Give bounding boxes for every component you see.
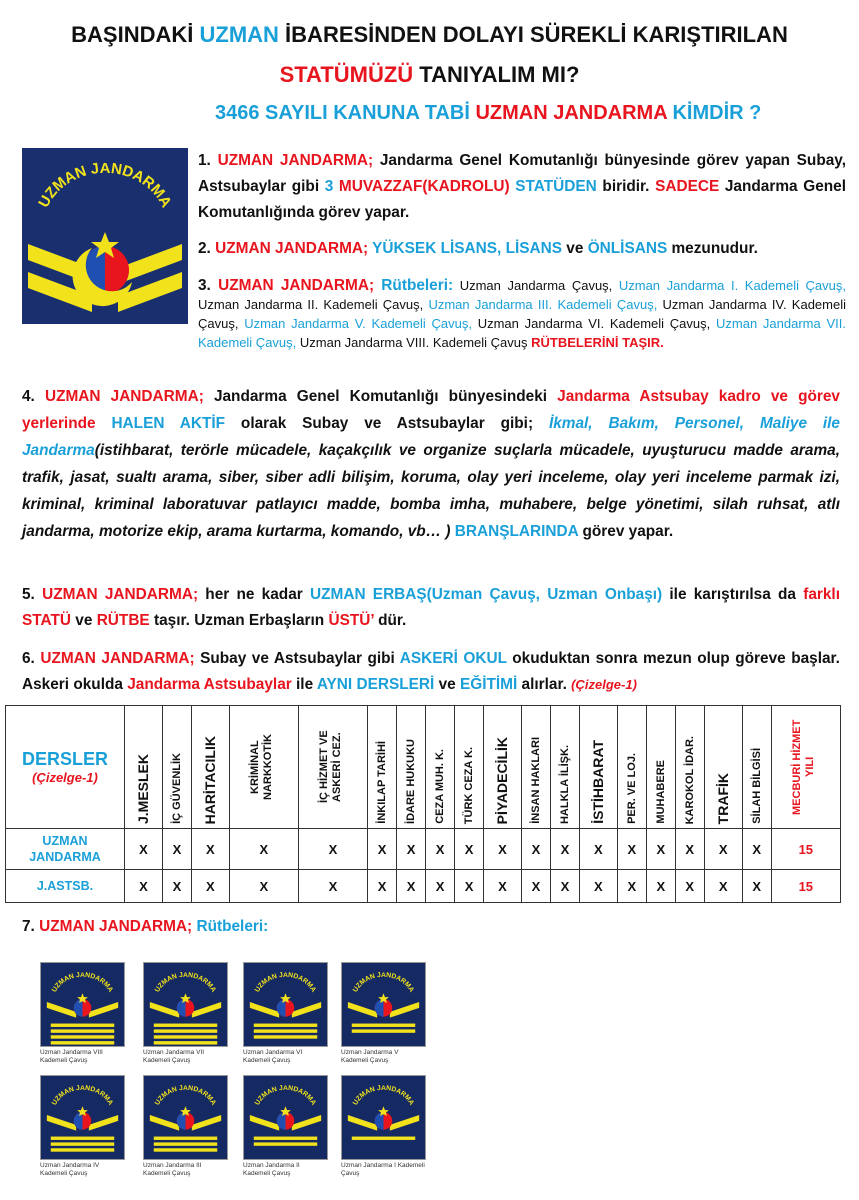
column-header-label: KRİMİNAL NARKKOTİK xyxy=(248,734,274,800)
table-cell: X xyxy=(675,870,704,903)
table-cell: X xyxy=(191,870,229,903)
badge-text: UZMAN JANDARMA xyxy=(35,159,175,211)
svg-text:UZMAN JANDARMA: UZMAN JANDARMA xyxy=(50,1084,115,1107)
rank-caption: Uzman Jandarma III Kademeli Çavuş xyxy=(143,1162,202,1177)
table-row xyxy=(6,870,841,903)
column-header-label: HALKLA İLİŞK. xyxy=(558,744,571,824)
column-header-label: İNSAN HAKLARI xyxy=(529,737,542,824)
paragraph-5: 5. UZMAN JANDARMA; her ne kadar UZMAN ERBAŞ(Uzman Çavuş, Uzman Onbaşı) ile karıştırılsa da farklı STATÜ ve RÜTBE taşır. Uzman Erbaşların ÜSTÜ’ dür. xyxy=(22,586,840,629)
table-cell: X xyxy=(617,870,646,903)
paragraph-7: 7. UZMAN JANDARMA; Rütbeleri: xyxy=(22,918,269,935)
table-cell: X xyxy=(426,829,455,870)
rank-emblem-icon xyxy=(41,963,124,1046)
table-cell: X xyxy=(646,829,675,870)
column-header-label: İNKILAP TARİHİ xyxy=(376,741,389,824)
rank-emblem-icon xyxy=(342,1076,425,1159)
rank-insignia-image xyxy=(40,962,125,1047)
rank-insignia-image xyxy=(143,1075,228,1160)
table-cell: X xyxy=(617,829,646,870)
table-cell: X xyxy=(229,829,298,870)
column-header xyxy=(521,706,550,829)
table-cell: X xyxy=(484,870,522,903)
paragraph-6: 6. UZMAN JANDARMA; Subay ve Astsubaylar gibi ASKERİ OKUL okuduktan sonra mezun olup göreve başlar. Askeri okulda Jandarma Astsubaylar ile AYNI DERSLERİ ve EĞİTİMİ alırlar. (Çizelge-1) xyxy=(22,650,840,693)
courses-table xyxy=(5,705,841,903)
rank-caption: Uzman Jandarma IV Kademeli Çavuş xyxy=(40,1162,100,1177)
column-header-label: HARİTACILIK xyxy=(202,735,219,824)
rank-emblem-icon xyxy=(342,963,425,1046)
column-header xyxy=(368,706,397,829)
table-header-row xyxy=(6,706,841,829)
table-cell: X xyxy=(397,870,426,903)
rank-badge xyxy=(143,962,228,1074)
column-header-label: MECBURİ HİZMET YILI xyxy=(790,719,816,815)
svg-text:UZMAN JANDARMA: UZMAN JANDARMA xyxy=(351,971,416,994)
column-header xyxy=(704,706,742,829)
table-cell: X xyxy=(162,829,191,870)
rank-emblem-icon xyxy=(244,963,327,1046)
column-header-label: İSTİHBARAT xyxy=(590,740,607,824)
rank-badge xyxy=(341,962,426,1074)
column-header-label: KAROKOL İDAR. xyxy=(683,735,696,824)
table-cell: X xyxy=(704,870,742,903)
table-cell: X xyxy=(704,829,742,870)
badge-emblem-icon xyxy=(22,148,188,324)
column-header xyxy=(675,706,704,829)
title-line-2 xyxy=(0,62,859,88)
rank-insignia-image xyxy=(143,962,228,1047)
column-header-label: TRAFİK xyxy=(715,772,732,824)
table-cell: X xyxy=(298,829,367,870)
table-cell: X xyxy=(550,829,579,870)
column-header xyxy=(771,706,840,829)
table-row xyxy=(6,829,841,870)
column-header xyxy=(229,706,298,829)
rank-insignia-image xyxy=(40,1075,125,1160)
title-line-1 xyxy=(0,22,859,48)
table-cell: X xyxy=(229,870,298,903)
column-header-label: TÜRK CEZA K. xyxy=(463,746,476,824)
table-cell: X xyxy=(675,829,704,870)
column-header-label: İDARE HUKUKU xyxy=(405,739,418,824)
title-highlight: UZMAN xyxy=(199,22,279,47)
table-cell: X xyxy=(368,829,397,870)
column-header-label: İÇ GÜVENLİK xyxy=(170,753,183,824)
rank-caption: Uzman Jandarma VIII Kademeli Çavuş xyxy=(40,1049,103,1064)
table-cell: X xyxy=(742,829,771,870)
rank-badge xyxy=(243,1075,328,1187)
column-header xyxy=(484,706,522,829)
subtitle-text: 3466 SAYILI KANUNA TABİ xyxy=(215,102,476,124)
title-text: TANIYALIM MI? xyxy=(413,62,580,87)
svg-text:UZMAN JANDARMA: UZMAN JANDARMA xyxy=(153,971,218,994)
rank-emblem-icon xyxy=(41,1076,124,1159)
table-cell: X xyxy=(298,870,367,903)
rank-badge xyxy=(341,1075,426,1187)
column-header-label: J.MESLEK xyxy=(135,753,152,824)
svg-text:UZMAN JANDARMA: UZMAN JANDARMA xyxy=(253,1084,318,1107)
table-cell: X xyxy=(646,870,675,903)
column-header xyxy=(742,706,771,829)
column-header xyxy=(617,706,646,829)
rank-badge xyxy=(40,1075,125,1187)
column-header xyxy=(550,706,579,829)
column-header-label: SİLAH BİLGİSİ xyxy=(750,748,763,824)
rank-caption: Uzman Jandarma VI Kademeli Çavuş xyxy=(243,1049,303,1064)
table-cell: 15 xyxy=(771,829,840,870)
uzman-jandarma-badge-image xyxy=(22,148,188,324)
rank-badge xyxy=(40,962,125,1074)
table-cell: 15 xyxy=(771,870,840,903)
svg-text:UZMAN JANDARMA: UZMAN JANDARMA xyxy=(351,1084,416,1107)
rank-caption: Uzman Jandarma V Kademeli Çavuş xyxy=(341,1049,399,1064)
column-header xyxy=(298,706,367,829)
title-text: İBARESİNDEN DOLAYI SÜREKLİ KARIŞTIRILAN xyxy=(278,22,788,47)
rank-caption: Uzman Jandarma VII Kademeli Çavuş xyxy=(143,1049,205,1064)
rank-insignia-image xyxy=(243,962,328,1047)
column-header xyxy=(397,706,426,829)
svg-text:UZMAN JANDARMA: UZMAN JANDARMA xyxy=(253,971,318,994)
subtitle xyxy=(215,102,761,125)
table-cell: X xyxy=(125,829,163,870)
row-label: UZMAN JANDARMA xyxy=(6,829,125,870)
column-header xyxy=(455,706,484,829)
table-cell: X xyxy=(455,829,484,870)
table-cell: X xyxy=(521,870,550,903)
svg-text:UZMAN JANDARMA: UZMAN JANDARMA xyxy=(153,1084,218,1107)
title-text: BAŞINDAKİ xyxy=(71,22,200,47)
table-corner-cell xyxy=(6,706,125,829)
table-cell: X xyxy=(579,870,617,903)
rank-caption: Uzman Jandarma II Kademeli Çavuş xyxy=(243,1162,300,1177)
subtitle-text: KİMDİR ? xyxy=(666,102,762,124)
table-cell: X xyxy=(191,829,229,870)
svg-text:UZMAN JANDARMA: UZMAN JANDARMA xyxy=(50,971,115,994)
column-header-label: PİYADECİLİK xyxy=(494,736,511,824)
column-header xyxy=(191,706,229,829)
rank-emblem-icon xyxy=(244,1076,327,1159)
paragraph-3: 3. UZMAN JANDARMA; Rütbeleri: Uzman Jandarma Çavuş, Uzman Jandarma I. Kademeli Çavuş, Uzman Jandarma II. Kademeli Çavuş, Uzman Jandarma III. Kademeli Çavuş, Uzman Jandarma IV. Kademeli Çavuş, Uzman Jandarma V. Kademeli Çavuş, Uzman Jandarma VI. Kademeli Çavuş, Uzman Jandarma VII. Kademeli Çavuş, Uzman Jandarma VIII. Kademeli Çavuş RÜTBELERİNİ TAŞIR. xyxy=(198,277,846,350)
rank-badge xyxy=(243,962,328,1074)
rank-emblem-icon xyxy=(144,963,227,1046)
table-cell: X xyxy=(426,870,455,903)
rank-insignia-image xyxy=(341,1075,426,1160)
rank-emblem-icon xyxy=(144,1076,227,1159)
column-header xyxy=(426,706,455,829)
table-cell: X xyxy=(742,870,771,903)
column-header-label: İÇ HİZMET VE ASKERİ CEZ. xyxy=(318,730,343,804)
svg-text:UZMAN JANDARMA xyxy=(35,160,175,211)
table-cell: X xyxy=(521,829,550,870)
table-cell: X xyxy=(125,870,163,903)
column-header xyxy=(125,706,163,829)
paragraph-2: 2. UZMAN JANDARMA; YÜKSEK LİSANS, LİSANS ve ÖNLİSANS mezunudur. xyxy=(198,240,758,257)
rank-caption: Uzman Jandarma I Kademeli Çavuş xyxy=(341,1162,425,1177)
rank-badge xyxy=(143,1075,228,1187)
rank-insignia-image xyxy=(243,1075,328,1160)
column-header-label: PER. VE LOJ. xyxy=(625,753,638,824)
table-cell: X xyxy=(162,870,191,903)
table-cell: X xyxy=(484,829,522,870)
subtitle-highlight: UZMAN JANDARMA xyxy=(475,102,667,124)
column-header xyxy=(579,706,617,829)
table-cell: X xyxy=(579,829,617,870)
table-cell: X xyxy=(550,870,579,903)
table-cell: X xyxy=(455,870,484,903)
paragraph-4: 4. UZMAN JANDARMA; Jandarma Genel Komutanlığı bünyesindeki Jandarma Astsubay kadro ve görev yerlerinde HALEN AKTİF olarak Subay ve Astsubaylar gibi; İkmal, Bakım, Personel, Maliye ile Jandarma(istihbarat, terörle mücadele, kaçakçılık ve organize suçlarla mücadele, uyuşturucu madde arama, trafik, jasat, sualtı arama, siber, siber adli bilişim, koruma, olay yeri inceleme, olay yeri inceleme parmak izi, kriminal, kriminal laboratuvar patlayıcı madde, bomba imha, muhabere, belge yönetimi, silah ruhsat, atlı jandarma, motorize ekip, arama kurtarma, komando, vb… ) BRANŞLARINDA görev yapar. xyxy=(22,388,840,540)
cizelge-label: (Çizelge-1) xyxy=(32,770,98,785)
table-cell: X xyxy=(397,829,426,870)
table-cell: X xyxy=(368,870,397,903)
row-label: J.ASTSB. xyxy=(6,870,125,903)
rank-insignia-image xyxy=(341,962,426,1047)
paragraph-1: 1. UZMAN JANDARMA; Jandarma Genel Komutanlığı bünyesinde görev yapan Subay, Astsubaylar gibi 3 MUVAZZAF(KADROLU) STATÜDEN biridir. SADECE Jandarma Genel Komutanlığında görev yapar. xyxy=(198,152,846,221)
dersler-label: DERSLER xyxy=(21,749,108,769)
column-header xyxy=(646,706,675,829)
column-header-label: CEZA MUH. K. xyxy=(434,749,447,824)
column-header-label: MUHABERE xyxy=(654,760,667,824)
column-header xyxy=(162,706,191,829)
title-highlight: STATÜMÜZÜ xyxy=(279,62,414,87)
